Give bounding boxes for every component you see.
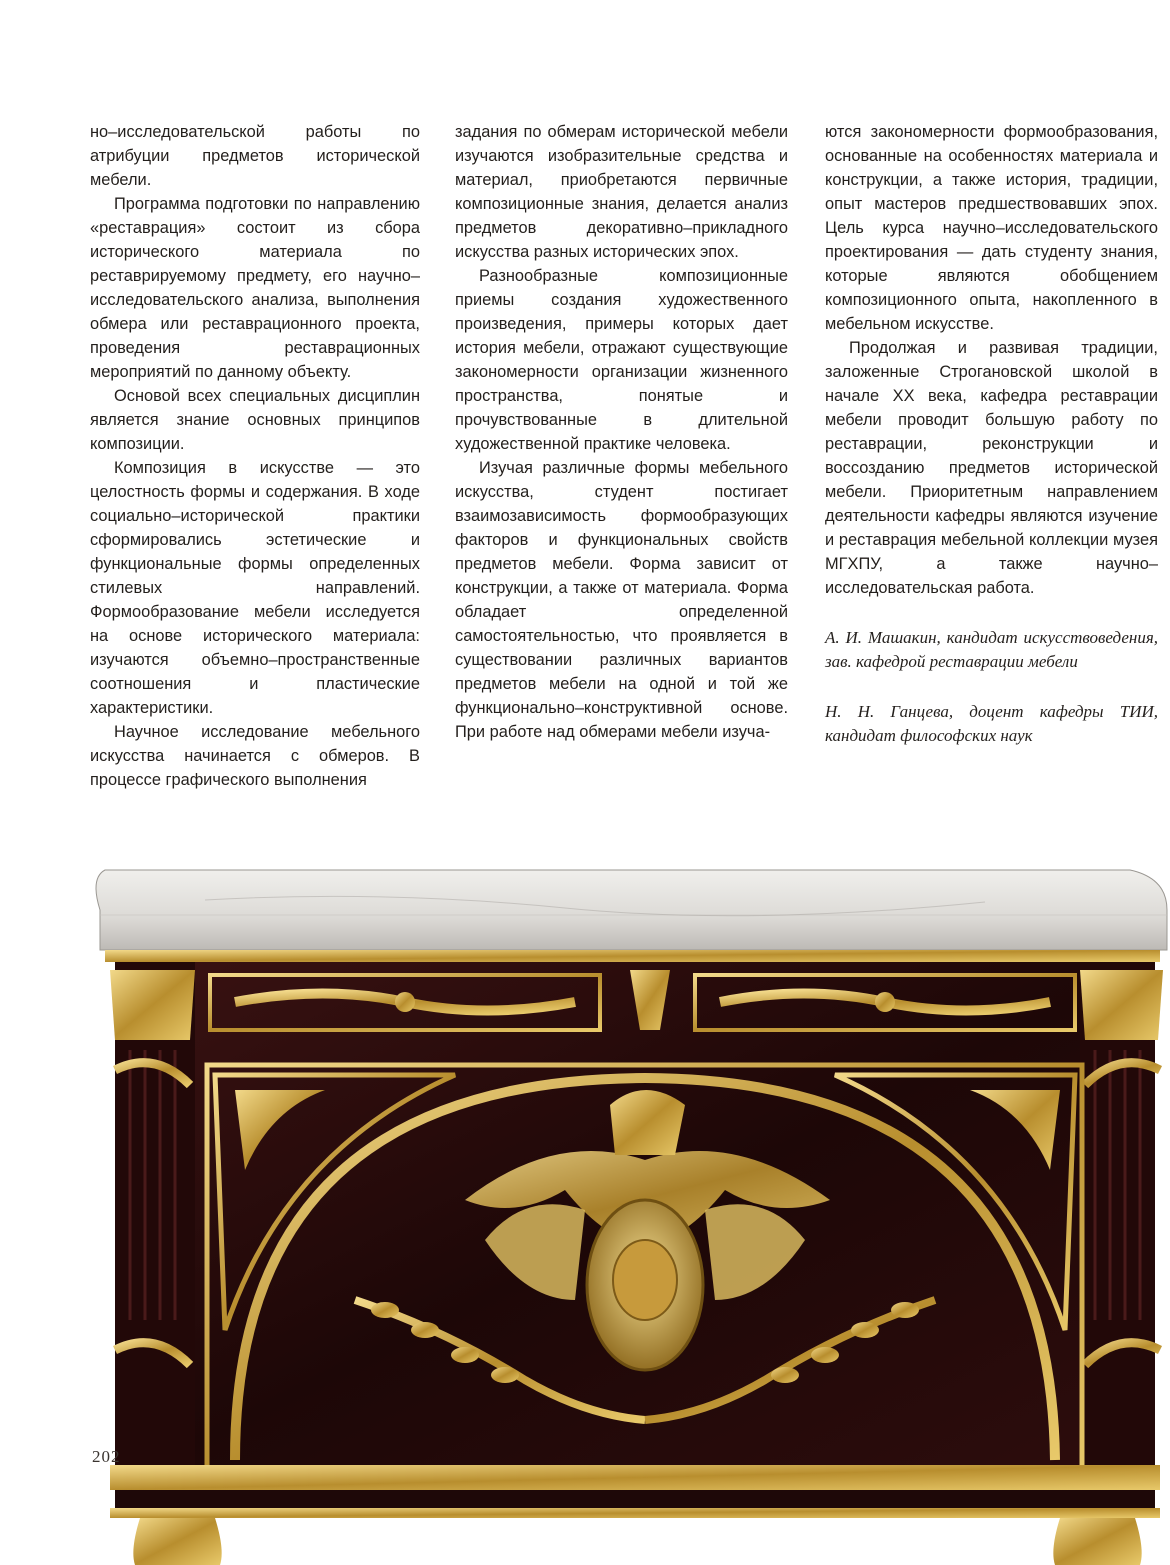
paragraph: но–исследовательской работы по атрибуции предметов исторической мебели. [90, 123, 420, 189]
paragraph: Продолжая и развивая традиции, заложенные Строгановской школой в начале XX века, кафедра реставрации мебели проводит большую работу по реставрации, реконструкции и воссозданию предметов исторической мебели. Приоритетным направлением деятельности кафедры являются изучение и реставрация мебельной коллекции музея МГХПУ, а также научно–исследовательская работа. [825, 339, 1158, 597]
paragraph: Разнообразные композиционные приемы создания художественного произведения, примеры которых дает история мебели, отражают существующие закономерности организации жизненного пространства, понятые и прочувствованные в длительной художественной практике человека. [455, 267, 788, 453]
paragraph: ются закономерности формообразования, основанные на особенностях материала и конструкции, а также история, традиции, опыт мастеров предшествовавших эпох. Цель курса научно–исследовательского проектирования — дать студенту знания, которые являются обобщением композиционного опыта, накопленного в мебельном искусстве. [825, 123, 1158, 333]
author-credit: А. И. Машакин, кандидат искусствоведения, зав. кафедрой реставрации мебели [825, 628, 1158, 671]
paragraph: Программа подготовки по направлению «реставрация» состоит из сбора исторического материала по реставрируемому предмету, его научно–исследовательского анализа, выполнения обмера или реставрационного проекта, проведения реставрационных мероприятий по данному объекту. [90, 195, 420, 381]
paragraph: задания по обмерам исторической мебели изучаются изобразительные средства и материал, приобретаются первичные композиционные знания, делается анализ предметов декоративно–прикладного искусства разных исторических эпох. [455, 123, 788, 261]
text-column-1 [90, 120, 420, 792]
paragraph: Основой всех специальных дисциплин является знание основных принципов композиции. [90, 387, 420, 453]
page-number: 202 [92, 1447, 121, 1466]
text-column-2 [455, 120, 788, 744]
commode-photo [85, 860, 1170, 1565]
paragraph: Научное исследование мебельного искусства начинается с обмеров. В процессе графического выполнения [90, 723, 420, 789]
paragraph: Изучая различные формы мебельного искусства, студент постигает взаимозависимость формообразующих факторов и функциональных свойств предметов мебели. Форма зависит от конструкции, а также от материала. Форма обладает определенной самостоятельностью, что проявляется в существовании различных вариантов предметов мебели на одной и той же функционально–конструктивной основе. При работе над обмерами мебели изуча- [455, 459, 788, 741]
text-column-3 [825, 120, 1158, 748]
author-credit: Н. Н. Ганцева, доцент кафедры ТИИ, кандидат философских наук [825, 702, 1158, 745]
paragraph: Композиция в искусстве — это целостность формы и содержания. В ходе социально–исторической практики сформировались эстетические и функциональные формы определенных стилевых направлений. Формообразование мебели исследуется на основе исторического материала: изучаются объемно–пространственные соотношения и пластические характеристики. [90, 459, 420, 717]
